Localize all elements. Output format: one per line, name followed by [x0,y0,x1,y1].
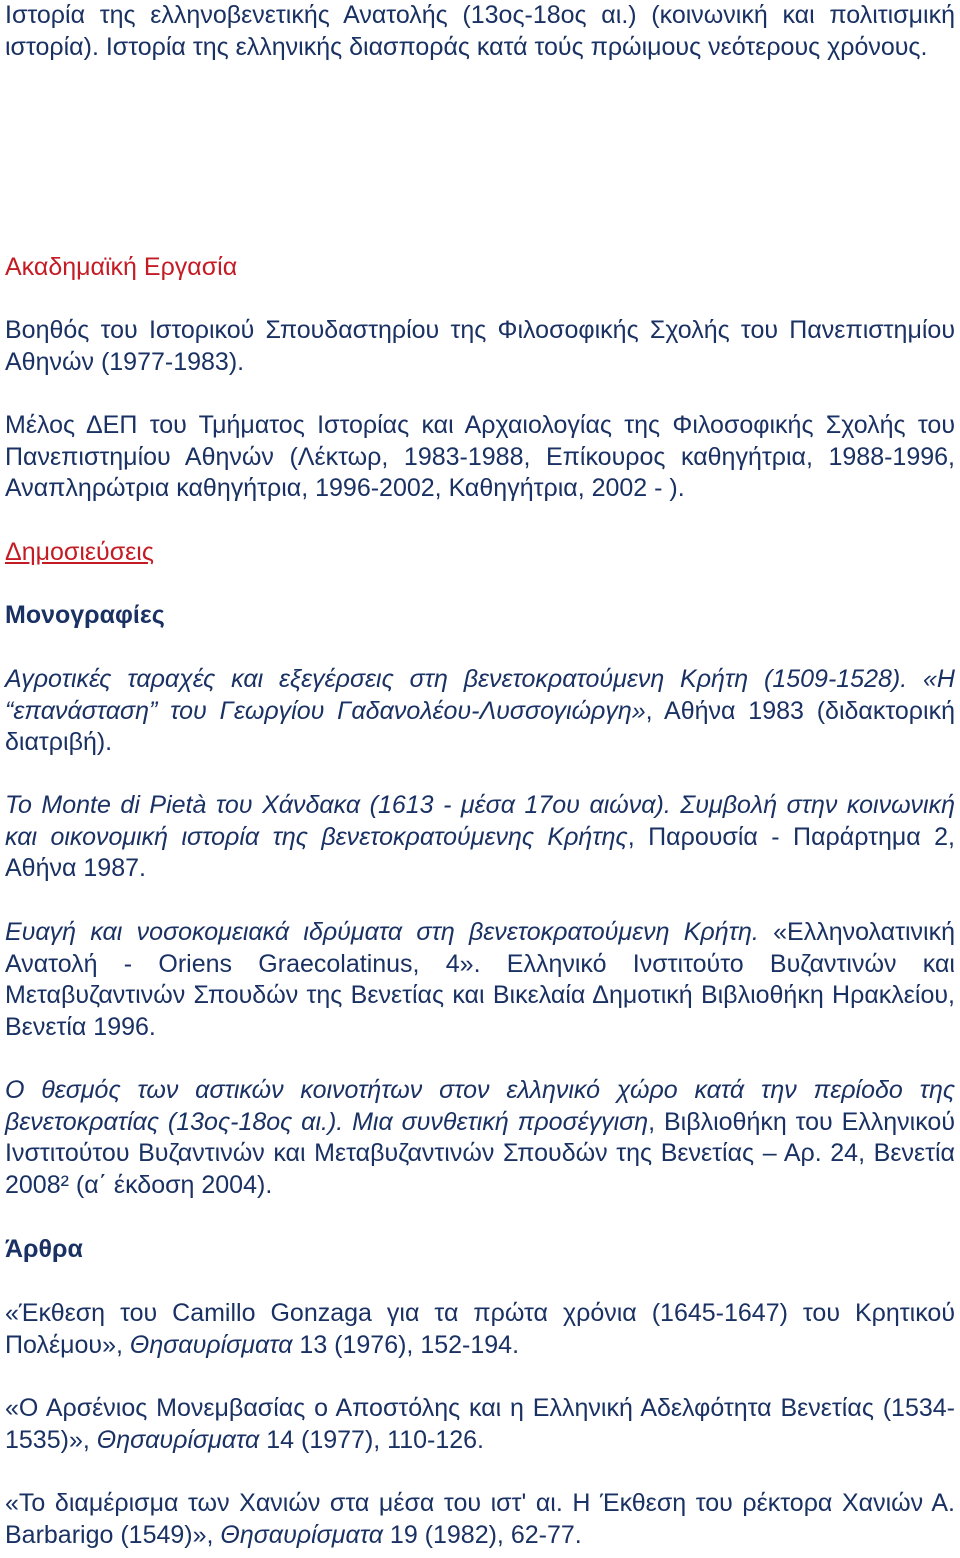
monograph-title: Αγροτικές ταραχές και εξεγέρσεις στη βενετοκρατούμενη Κρήτη (1509-1528). «Η “επανάσταση” του Γεωργίου Γαδανολέου-Λυσσογιώργη» [5,665,955,725]
article-journal: Θησαυρίσματα [129,1330,293,1359]
article-title: «Έκθεση του Camillo Gonzaga για τα πρώτα χρόνια (1645-1647) του Κρητικού Πολέμου», [5,1299,955,1359]
monograph-details: , Βιβλιοθήκη του Ελληνικού Ινστιτούτου Βυζαντινών και Μεταβυζαντινών Σπουδών της Βενετίας – Αρ. 24, Βενετία 2008² (α΄ έκδοση 2004). [5,1107,955,1199]
monograph-details: , Αθήνα 1983 (διδακτορική διατριβή). [5,696,955,757]
article-title: «Το διαμέρισμα των Χανιών στα μέσα του ιστ' αι. Η Έκθεση του ρέκτορα Χανιών Α. Barbarigo (1549)», [5,1489,955,1549]
monograph-details: «Ελληνολατινική Ανατολή - Oriens Graecolatinus, 4». Ελληνικό Ινστιτούτο Βυζαντινών και Μεταβυζαντινών Σπουδών της Βενετίας και Βικελαία Δημοτική Βιβλιοθήκη Ηρακλείου, Βενετία 1996. [5,918,955,1041]
article-details: 19 (1982), 62-77. [382,1520,582,1549]
monograph-title: Ευαγή και νοσοκομειακά ιδρύματα στη βενετοκρατούμενη Κρήτη. [5,918,759,946]
monograph-item [5,917,955,1043]
article-details: 14 (1977), 110-126. [259,1425,485,1454]
faculty-position-paragraph: Μέλος ΔΕΠ του Τμήματος Ιστορίας και Αρχαιολογίας της Φιλοσοφικής Σχολής του Πανεπιστημίου Αθηνών (Λέκτωρ, 1983-1988, Επίκουρος καθηγήτρια, 1988-1996, Αναπληρώτρια καθηγήτρια, 1996-2002, Καθηγήτρια, 2002 - ). [5,411,955,503]
monograph-item [5,790,955,885]
monograph-title: Ο θεσμός των αστικών κοινοτήτων στον ελληνικό χώρο κατά την περίοδο της βενετοκρατίας (13ος-18ος αι.). Μια συνθετική προσέγγιση [5,1076,955,1136]
monograph-details: , Παρουσία - Παράρτημα 2, Αθήνα 1987. [5,822,955,883]
article-journal: Θησαυρίσματα [96,1425,260,1454]
academic-work-heading: Ακαδημαϊκή Εργασία [5,253,238,281]
article-details: 13 (1976), 152-194. [292,1330,520,1359]
publications-heading: Δημοσιεύσεις [5,538,154,566]
research-interests-paragraph: Ιστορία της ελληνοβενετικής Ανατολής (13ος-18ος αι.) (κοινωνική και πολιτισμική ιστορία). Ιστορία της ελληνικής διασποράς κατά τούς πρώιμους νεότερους χρόνους. [5,1,955,61]
assistant-position-paragraph: Βοηθός του Ιστορικού Σπουδαστηρίου της Φιλοσοφικής Σχολής του Πανεπιστημίου Αθηνών (1977-1983). [5,316,955,376]
article-item [5,1298,955,1361]
articles-heading: Άρθρα [5,1235,83,1263]
monographs-heading: Μονογραφίες [5,601,165,629]
monograph-item [5,664,955,759]
article-journal: Θησαυρίσματα [220,1520,383,1549]
monograph-title: Το Monte di Pietà του Χάνδακα (1613 - μέσα 17ου αιώνα). Συμβολή στην κοινωνική και οικονομική ιστορία της βενετοκρατούμενης Κρήτης [5,791,955,851]
article-item [5,1393,955,1456]
article-title: «Ο Αρσένιος Μονεμβασίας ο Αποστόλης και η Ελληνική Αδελφότητα Βενετίας (1534-1535)», [5,1394,955,1454]
monograph-item [5,1075,955,1201]
article-item [5,1488,955,1551]
